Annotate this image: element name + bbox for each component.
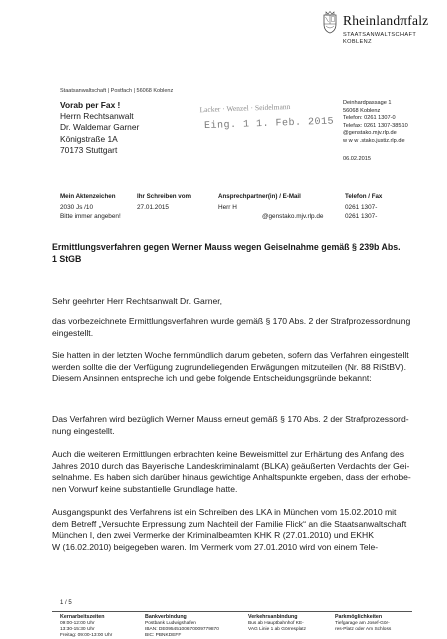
- paragraph-3: [52, 414, 412, 437]
- file-number: 2030 Js /10: [60, 204, 94, 211]
- ref-header-phone-fax: Telefon / Fax: [345, 193, 383, 200]
- paragraph-2: [52, 350, 412, 385]
- contact-person: Herr H: [218, 204, 237, 211]
- paragraph-line: dem Betreff „Versuchte Erpressung zum Nachteil der Familie Flick“ an die Staatsanwaltschaft: [52, 518, 407, 529]
- sender-street: Deinhardpassage 1: [343, 100, 392, 106]
- page-number: 1 / 5: [60, 600, 72, 606]
- paragraph-4: [52, 449, 412, 495]
- letter-date: 06.02.2015: [343, 156, 371, 162]
- paragraph-line: eingestellt.: [52, 327, 94, 338]
- subject-line-1: Ermittlungsverfahren gegen Werner Mauss wegen Geiselnahme gemäß § 239b Abs.: [52, 242, 401, 252]
- footer-hours-line: Freitag: 09:00-13:00 Uhr: [60, 633, 113, 638]
- footer-divider: [52, 611, 412, 612]
- paragraph-line: das vorbezeichnete Ermittlungsverfahren wurde gemäß § 170 Abs. 2 der Strafprozessordnung: [52, 316, 411, 326]
- paragraph-5: [52, 507, 412, 553]
- sender-email: @genstako.mjv.rlp.de: [343, 130, 397, 137]
- ref-header-your-letter: Ihr Schreiben vom: [137, 193, 191, 200]
- paragraph-line: Jahres 2010 durch das Bayerische Landeskriminalamt (BLKA) geäußerten Verdachts der Gei-: [52, 460, 410, 471]
- footer-transport-line: Bus ab Hauptbahnhof KE-: [248, 621, 304, 626]
- sender-contact: [343, 100, 408, 146]
- authority-city: KOBLENZ: [343, 39, 372, 45]
- received-stamp: [199, 101, 335, 145]
- paragraph-line: Das Verfahren wird bezüglich Werner Mauss erneut gemäß § 170 Abs. 2 der Strafprozessord-: [52, 414, 409, 424]
- recipient-city: 70173 Stuttgart: [60, 144, 118, 155]
- subject-line-2: 1 StGB: [52, 254, 82, 264]
- contact-email: @genstako.mjv.rlp.de: [262, 213, 324, 220]
- footer-transport-line: VAG Linie 1 ab Görresplatz: [248, 627, 307, 632]
- paragraph-line: W (16.02.2010) beigegeben waren. Im Vermerk vom 27.01.2010 wird von einem Tele-: [52, 541, 379, 552]
- subject-line: [52, 241, 401, 265]
- sender-fax: Telefax: 0261 1307-38510: [343, 122, 408, 129]
- salutation: Sehr geehrter Herr Rechtsanwalt Dr. Garner,: [52, 296, 223, 306]
- footer-bank-title: Bankverbindung: [145, 614, 187, 620]
- footer-transport-title: Verkehrsanbindung: [248, 614, 298, 620]
- file-number-note: Bitte immer angeben!: [60, 213, 121, 220]
- stamp-firm: Lacker · Wenzel · Seidelmann: [199, 102, 291, 115]
- footer-parking-line: res-Platz oder Am Schloss: [335, 627, 392, 632]
- contact-phone: 0261 1307-: [345, 204, 378, 211]
- paragraph-line: werden sollte die der Verfügung zugrundeliegenden Erwägungen mitzuteilen (Nr. 88 RiStBV).: [52, 361, 406, 372]
- return-address: Staatsanwaltschaft | Postfach | 56068 Koblenz: [60, 88, 174, 94]
- paragraph-line: Auch die weiteren Ermittlungen erbrachten keine Beweismittel zur Erhärtung des Anfang des: [52, 449, 405, 459]
- paragraph-line: Sie hatten in der letzten Woche fernmündlich darum gebeten, sofern das Verfahren eingestellt: [52, 350, 409, 360]
- coat-of-arms-icon: [322, 10, 338, 34]
- footer-parking-line: Tiefgarage am Josef-Gör-: [335, 621, 390, 626]
- paragraph-line: selnahme. Es haben sich darüber hinaus gewichtige Anhaltspunkte ergeben, dass der erhobe-: [52, 472, 411, 483]
- footer-bank-line: IBAN: DE09545100670009779870: [145, 627, 219, 632]
- contact-fax: 0261 1307-: [345, 213, 378, 220]
- your-letter-date: 27.01.2015: [137, 204, 169, 211]
- footer-hours-title: Kernarbeitszeiten: [60, 614, 105, 620]
- paragraph-line: nen Vorwurf keine substantielle Grundlage hatte.: [52, 483, 238, 494]
- footer-bank-line: BIC: PBNKDEFF: [145, 633, 182, 638]
- recipient-address: [60, 100, 139, 156]
- state-name: Rheinlandπfalz: [343, 13, 429, 28]
- footer-parking-title: Parkmöglichkeiten: [335, 614, 383, 620]
- recipient-street: Königstraße 1A: [60, 133, 118, 144]
- fax-notice: Vorab per Fax !: [60, 100, 121, 110]
- paragraph-1: [52, 316, 412, 339]
- footer-hours-line: 13:30-15:30 Uhr: [60, 627, 95, 632]
- sender-city: 56068 Koblenz: [343, 107, 381, 114]
- paragraph-line: Diesem Ansinnen entspreche ich und gebe folgende Entscheidungsgründe bekannt:: [52, 373, 372, 384]
- sender-website: w w w .stako.justiz.rlp.de: [343, 137, 405, 144]
- recipient-title: Herrn Rechtsanwalt: [60, 111, 134, 122]
- recipient-name: Dr. Waldemar Garner: [60, 122, 140, 133]
- paragraph-line: München I, den zwei Vermerke der Kriminalbeamten KHK R (27.01.2010) und EKHK: [52, 530, 374, 541]
- authority-name: STAATSANWALTSCHAFT: [343, 32, 417, 38]
- footer-bank-line: Postbank Ludwigshafen: [145, 621, 196, 626]
- ref-header-contact: Ansprechpartner(in) / E-Mail: [218, 193, 301, 200]
- sender-phone: Telefon: 0261 1307-0: [343, 115, 396, 122]
- footer-hours-line: 09:00-12:00 Uhr: [60, 621, 95, 626]
- paragraph-line: nung eingestellt.: [52, 425, 115, 436]
- stamp-date: Eing. 1 1. Feb. 2015: [203, 116, 335, 133]
- paragraph-line: Ausgangspunkt des Verfahrens ist ein Schreiben des LKA in München vom 15.02.2010 mit: [52, 507, 397, 517]
- ref-header-file-number: Mein Aktenzeichen: [60, 193, 116, 200]
